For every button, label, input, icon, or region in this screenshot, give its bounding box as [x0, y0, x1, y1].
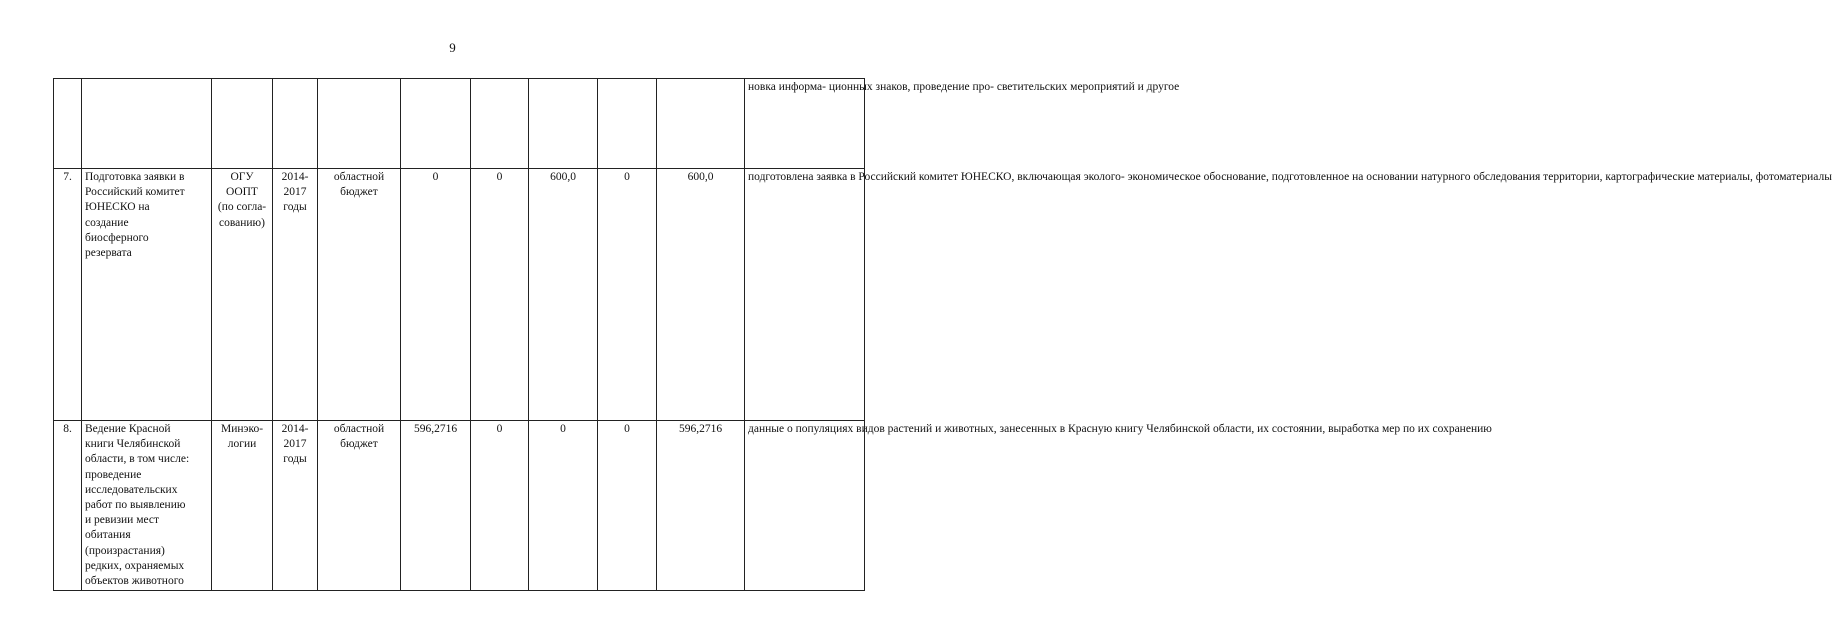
funding-source: областной бюджет — [318, 421, 401, 591]
executor: Минэко- логии — [212, 421, 273, 591]
value-1 — [401, 79, 471, 169]
value-2 — [471, 79, 529, 169]
table-row — [54, 169, 865, 421]
period — [273, 79, 318, 169]
value-4: 0 — [598, 421, 657, 591]
value-2: 0 — [471, 421, 529, 591]
expected-result: данные о популяциях видов растений и животных, занесенных в Красную книгу Челябинской области, их состоянии, выработка мер по их сохранению — [745, 421, 865, 591]
activity-name: Подготовка заявки в Российский комитет ЮНЕСКО на создание биосферного резервата — [82, 169, 212, 421]
row-number: 8. — [54, 421, 82, 591]
value-1: 0 — [401, 169, 471, 421]
value-total: 596,2716 — [657, 421, 745, 591]
value-2: 0 — [471, 169, 529, 421]
activities-table — [53, 78, 1832, 591]
executor: ОГУ ООПТ (по согла- сованию) — [212, 169, 273, 421]
funding-source — [318, 79, 401, 169]
activity-name: Ведение Красной книги Челябинской области, в том числе: проведение исследовательских работ по выявлению и ревизии мест обитания (произрастания) редких, охраняемых объектов животного — [82, 421, 212, 591]
funding-source: областной бюджет — [318, 169, 401, 421]
row-number — [54, 79, 82, 169]
table-row — [54, 79, 865, 169]
page-number: 9 — [449, 40, 456, 55]
expected-result: новка информа- ционных знаков, проведение про- светительских мероприятий и другое — [745, 79, 865, 169]
activity-name — [82, 79, 212, 169]
period: 2014- 2017 годы — [273, 169, 318, 421]
value-total — [657, 79, 745, 169]
row-number: 7. — [54, 169, 82, 421]
period: 2014- 2017 годы — [273, 421, 318, 591]
value-3 — [529, 79, 598, 169]
value-4: 0 — [598, 169, 657, 421]
value-3: 0 — [529, 421, 598, 591]
value-4 — [598, 79, 657, 169]
value-total: 600,0 — [657, 169, 745, 421]
value-3: 600,0 — [529, 169, 598, 421]
value-1: 596,2716 — [401, 421, 471, 591]
expected-result: подготовлена заявка в Российский комитет ЮНЕСКО, включающая эколого- экономическое обоснование, подготовленное на основании натурного обследования территории, картографические материалы, фотоматериалы — [745, 169, 865, 421]
table-row — [54, 421, 865, 591]
executor — [212, 79, 273, 169]
